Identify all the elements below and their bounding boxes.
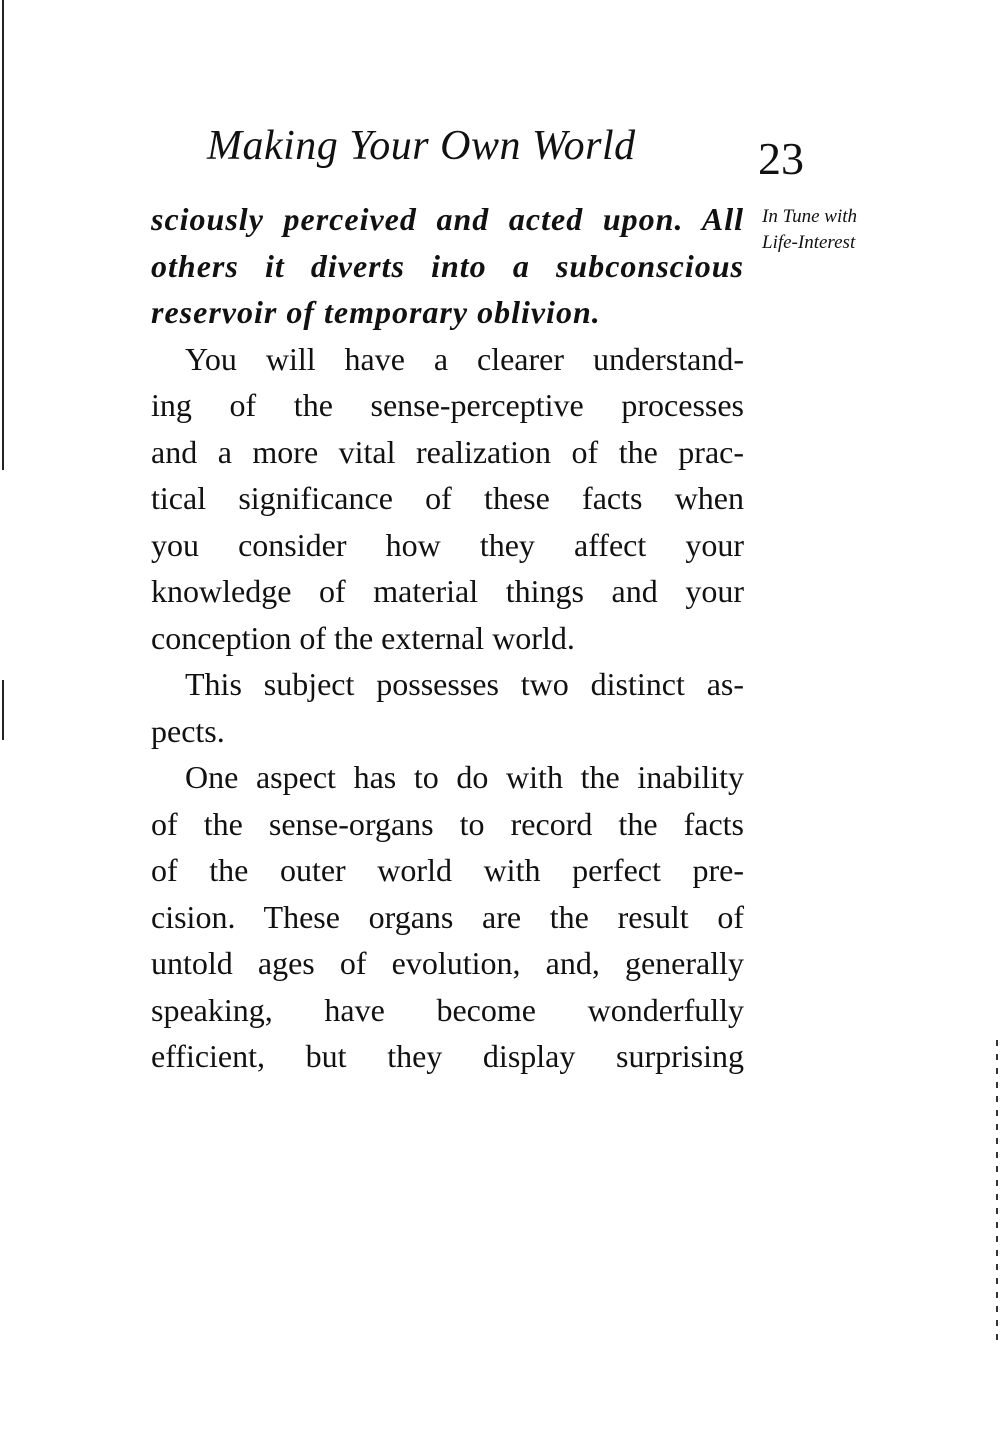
text-line: untold ages of evolution, and, generally [151, 945, 744, 981]
text-line: tical significance of these facts when [151, 480, 744, 516]
margin-note [762, 204, 857, 256]
text-line: reservoir of temporary oblivion. [151, 294, 601, 330]
page-number: 23 [758, 133, 804, 184]
text-line: of the outer world with perfect pre- [151, 852, 744, 888]
text-line: ing of the sense-perceptive processes [151, 387, 744, 423]
text-line: You will have a clearer understand- [185, 340, 744, 377]
margin-note-line: In Tune with [762, 206, 858, 227]
text-line: of the sense-organs to record the facts [151, 805, 744, 842]
text-line: One aspect has to do with the inability [185, 759, 744, 795]
body-text [151, 196, 744, 1080]
page-edge-shadow [996, 1040, 998, 1340]
text-line: conception of the external world. [151, 619, 575, 656]
running-title: Making Your Own World [207, 123, 636, 169]
page-edge-shadow [2, 0, 4, 470]
text-line: This subject possesses two distinct as- [185, 666, 744, 702]
text-line: others it diverts into a subconscious [151, 247, 744, 284]
text-line: sciously perceived and acted upon. All [151, 201, 744, 237]
text-line: you consider how they affect your [151, 526, 744, 563]
text-line: speaking, have become wonderfully [151, 991, 744, 1028]
text-line: pects. [151, 712, 225, 749]
text-line: knowledge of material things and your [151, 573, 744, 609]
text-line: efficient, but they display surprising [151, 1038, 744, 1074]
page-edge-shadow [2, 680, 4, 740]
margin-note-line: Life-Interest [762, 232, 856, 253]
text-line: cision. These organs are the result of [151, 898, 744, 935]
text-line: and a more vital realization of the prac- [151, 433, 744, 470]
